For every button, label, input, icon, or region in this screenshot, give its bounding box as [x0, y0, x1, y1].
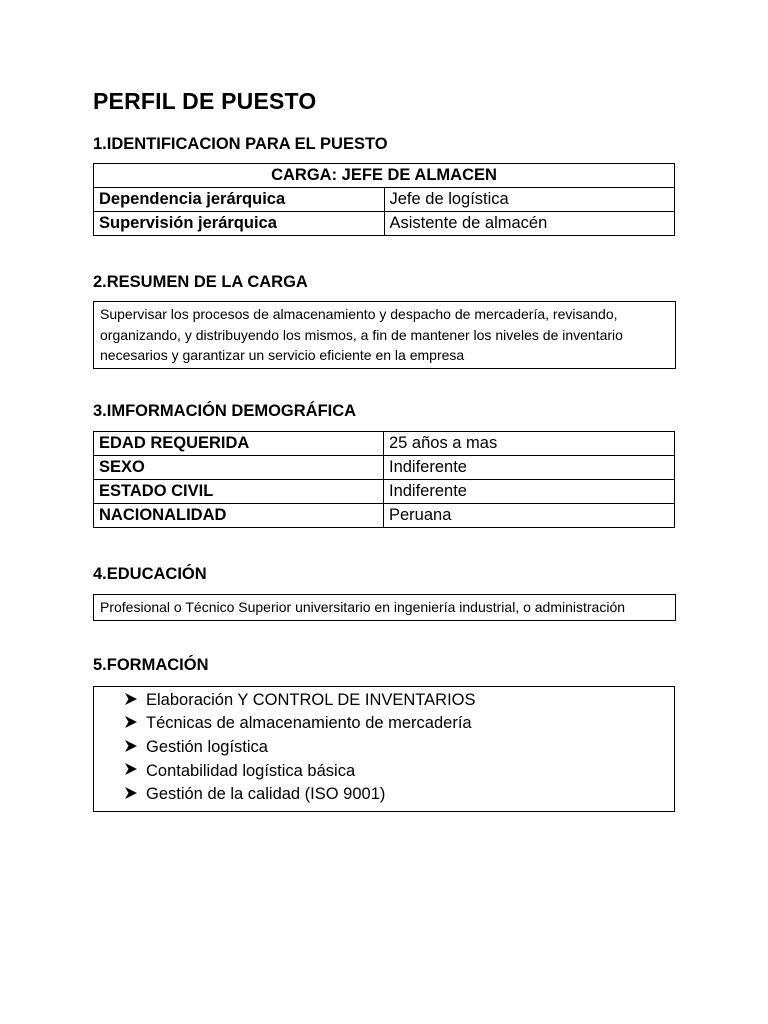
- training-box: [93, 686, 675, 812]
- table-row: [94, 212, 675, 236]
- arrowhead-bullet-icon: [124, 786, 146, 804]
- row-value: Indiferente: [384, 480, 675, 504]
- arrowhead-bullet-icon: [124, 715, 146, 733]
- row-value: Asistente de almacén: [384, 212, 675, 236]
- row-value: Indiferente: [384, 456, 675, 480]
- table-row: [94, 504, 675, 528]
- row-value: Peruana: [384, 504, 675, 528]
- row-label: Supervisión jerárquica: [94, 212, 385, 236]
- list-item: [124, 712, 674, 736]
- section1-heading: 1.IDENTIFICACION PARA EL PUESTO: [93, 135, 388, 153]
- position-header: CARGA: JEFE DE ALMACEN: [94, 164, 675, 188]
- row-value: Jefe de logística: [384, 188, 675, 212]
- list-item-label: Técnicas de almacenamiento de mercadería: [146, 714, 472, 733]
- row-label: EDAD REQUERIDA: [94, 432, 384, 456]
- list-item: [124, 760, 674, 784]
- row-label: Dependencia jerárquica: [94, 188, 385, 212]
- list-item-label: Contabilidad logística básica: [146, 761, 356, 780]
- list-item-label: Gestión logística: [146, 738, 268, 756]
- row-label: NACIONALIDAD: [94, 504, 384, 528]
- summary-box: Supervisar los procesos de almacenamiento y despacho de mercadería, revisando, organizando, y distribuyendo los mismos, a fin de mantener los niveles de inventario necesarios y garantizar un servicio eficiente en la empresa: [93, 301, 676, 369]
- list-item: [124, 689, 674, 713]
- document-page: [93, 88, 675, 812]
- education-box: Profesional o Técnico Superior universitario en ingeniería industrial, o administración: [93, 594, 676, 621]
- identification-table: [93, 163, 675, 236]
- document-title: PERFIL DE PUESTO: [93, 88, 317, 114]
- section3-heading: 3.IMFORMACIÓN DEMOGRÁFICA: [93, 402, 357, 421]
- section5-heading: 5.FORMACIÓN: [93, 655, 209, 674]
- arrowhead-bullet-icon: [124, 739, 146, 757]
- row-value: 25 años a mas: [384, 432, 675, 456]
- list-item: [124, 783, 674, 807]
- list-item-label: Gestión de la calidad (ISO 9001): [146, 785, 386, 804]
- row-label: ESTADO CIVIL: [94, 480, 384, 504]
- table-row: [94, 456, 675, 480]
- demographic-table: [93, 431, 675, 528]
- arrowhead-bullet-icon: [124, 762, 146, 780]
- arrowhead-bullet-icon: [124, 692, 146, 710]
- table-row: [94, 188, 675, 212]
- section4-heading: 4.EDUCACIÓN: [93, 565, 207, 584]
- row-label: SEXO: [94, 456, 384, 480]
- section2-heading: 2.RESUMEN DE LA CARGA: [93, 273, 308, 291]
- list-item-label: Elaboración Y CONTROL DE INVENTARIOS: [146, 690, 476, 709]
- training-list: [94, 689, 674, 807]
- table-row: [94, 164, 675, 188]
- list-item: [124, 736, 674, 760]
- table-row: [94, 480, 675, 504]
- table-row: [94, 432, 675, 456]
